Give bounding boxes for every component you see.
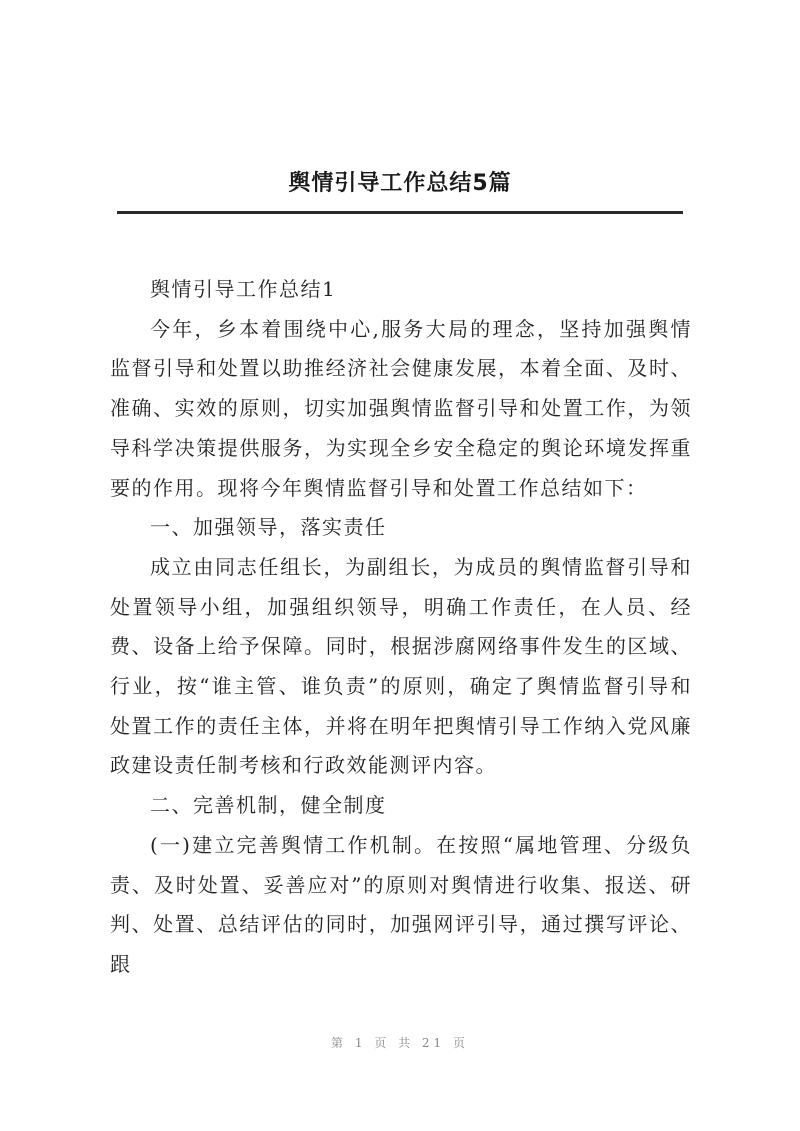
section-heading: 一、加强领导，落实责任 xyxy=(150,515,387,540)
document-title: 舆情引导工作总结5篇 xyxy=(288,171,512,196)
section-heading: 二、完善机制，健全制度 xyxy=(150,793,387,818)
section-heading: 舆情引导工作总结1 xyxy=(150,277,337,301)
body-paragraph: 成立由同志任组长，为副组长，为成员的舆情监督引导和处置领导小组，加强组织领导，明确工作责任，在人员、经费、设备上给予保障。同时，根据涉腐网络事件发生的区域、行业，按“谁主管、谁负责”的原则，确定了舆情监督引导和处置工作的责任主体，并将在明年把舆情引导工作纳入党风廉政建设责任制考核和行政效能测评内容。 xyxy=(110,554,692,778)
body-paragraph: (一)建立完善舆情工作机制。在按照“属地管理、分级负责、及时处置、妥善应对”的原则对舆情进行收集、报送、研判、处置、总结评估的同时，加强网评引导，通过撰写评论、跟 xyxy=(110,832,692,976)
title-divider xyxy=(117,211,683,214)
document-body xyxy=(110,270,692,985)
page-footer: 第 1 页 共 21 页 xyxy=(331,1036,469,1050)
body-paragraph: 今年，乡本着围绕中心,服务大局的理念，坚持加强舆情监督引导和处置以助推经济社会健康发展，本着全面、及时、准确、实效的原则，切实加强舆情监督引导和处置工作，为领导科学决策提供服务，为实现全乡安全稳定的舆论环境发挥重要的作用。现将今年舆情监督引导和处置工作总结如下： xyxy=(110,316,692,500)
